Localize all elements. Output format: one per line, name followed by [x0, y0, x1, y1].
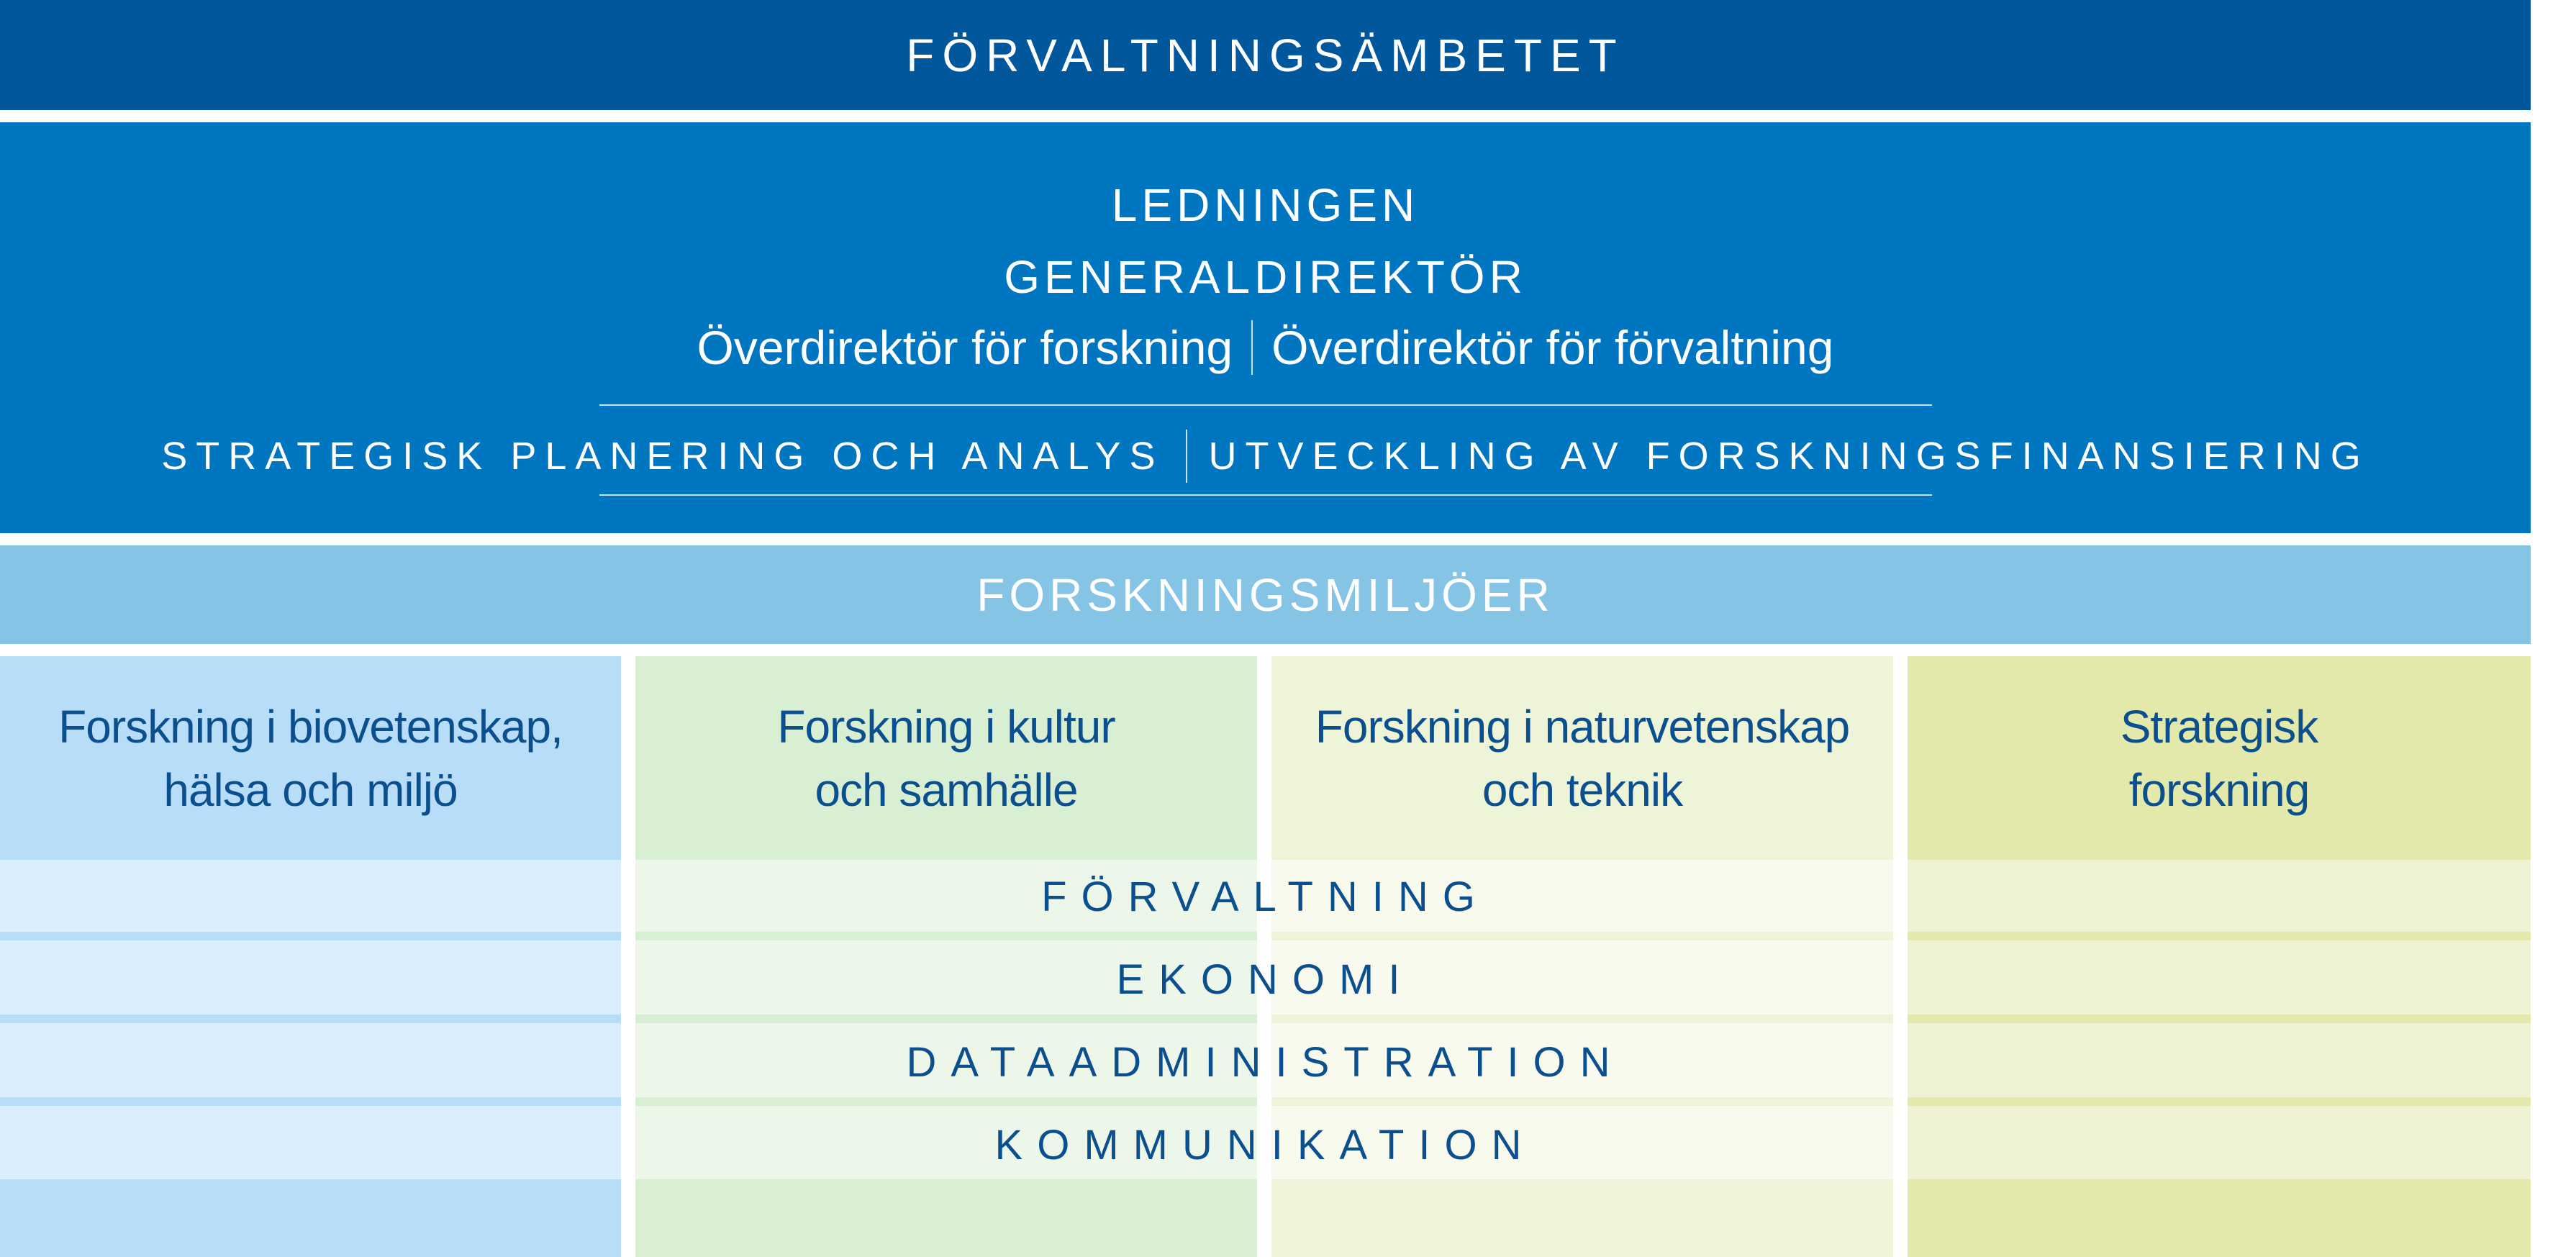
administration-office-banner [0, 0, 2531, 110]
deputy-divider [1251, 320, 1253, 375]
column-heading-line: och samhälle [815, 763, 1078, 816]
leadership-divider-top [599, 404, 1932, 406]
column-heading [1271, 656, 1893, 860]
function-finance: EKONOMI [1116, 956, 1415, 1003]
column-heading-line: Forskning i biovetenskap, [58, 700, 563, 753]
function-row-separator [635, 1097, 1257, 1106]
function-administration: FÖRVALTNING [1041, 873, 1489, 920]
unit-funding-development: UTVECKLING AV FORSKNINGSFINANSIERING [1208, 435, 2369, 478]
function-row-separator [1908, 1015, 2531, 1023]
leadership-block [0, 122, 2531, 533]
function-row-separator [635, 932, 1257, 940]
function-row-separator [1271, 1015, 1893, 1023]
research-environments-banner [0, 545, 2531, 644]
function-communication: KOMMUNIKATION [994, 1122, 1536, 1168]
column-heading-line: och teknik [1482, 763, 1683, 816]
leadership-title: LEDNINGEN [1111, 179, 1420, 231]
function-row-separator [0, 1015, 621, 1023]
administration-office-label: FÖRVALTNINGSÄMBETET [906, 29, 1625, 81]
column-heading-line: Forskning i kultur [777, 700, 1115, 753]
leadership-divider-bottom [599, 494, 1932, 496]
staff-units-row [0, 430, 2531, 483]
column-heading [0, 656, 621, 860]
column-heading-line: forskning [2128, 763, 2310, 816]
column-heading-line: Forskning i naturvetenskap [1315, 700, 1850, 753]
column-heading-line: Strategisk [2120, 700, 2318, 753]
deputy-directors-row [0, 320, 2531, 375]
research-environments-label: FORSKNINGSMILJÖER [976, 568, 1554, 621]
column-heading [1908, 656, 2531, 860]
deputy-director-research: Överdirektör för forskning [697, 321, 1233, 374]
deputy-director-administration: Överdirektör för förvaltning [1271, 321, 1834, 374]
function-row-separator [1271, 932, 1893, 940]
column-heading [635, 656, 1257, 860]
function-row-separator [1908, 932, 2531, 940]
unit-strategic-planning: STRATEGISK PLANERING OCH ANALYS [161, 435, 1164, 478]
function-row-separator [0, 1097, 621, 1106]
function-row-separator [0, 932, 621, 940]
column-heading-line: hälsa och miljö [163, 763, 458, 816]
function-row-separator [1271, 1097, 1893, 1106]
function-row-separator [1908, 1097, 2531, 1106]
director-general: GENERALDIREKTÖR [1004, 251, 1527, 303]
units-divider [1186, 430, 1187, 483]
function-row-separator [635, 1015, 1257, 1023]
function-data-administration: DATAADMINISTRATION [906, 1039, 1625, 1086]
